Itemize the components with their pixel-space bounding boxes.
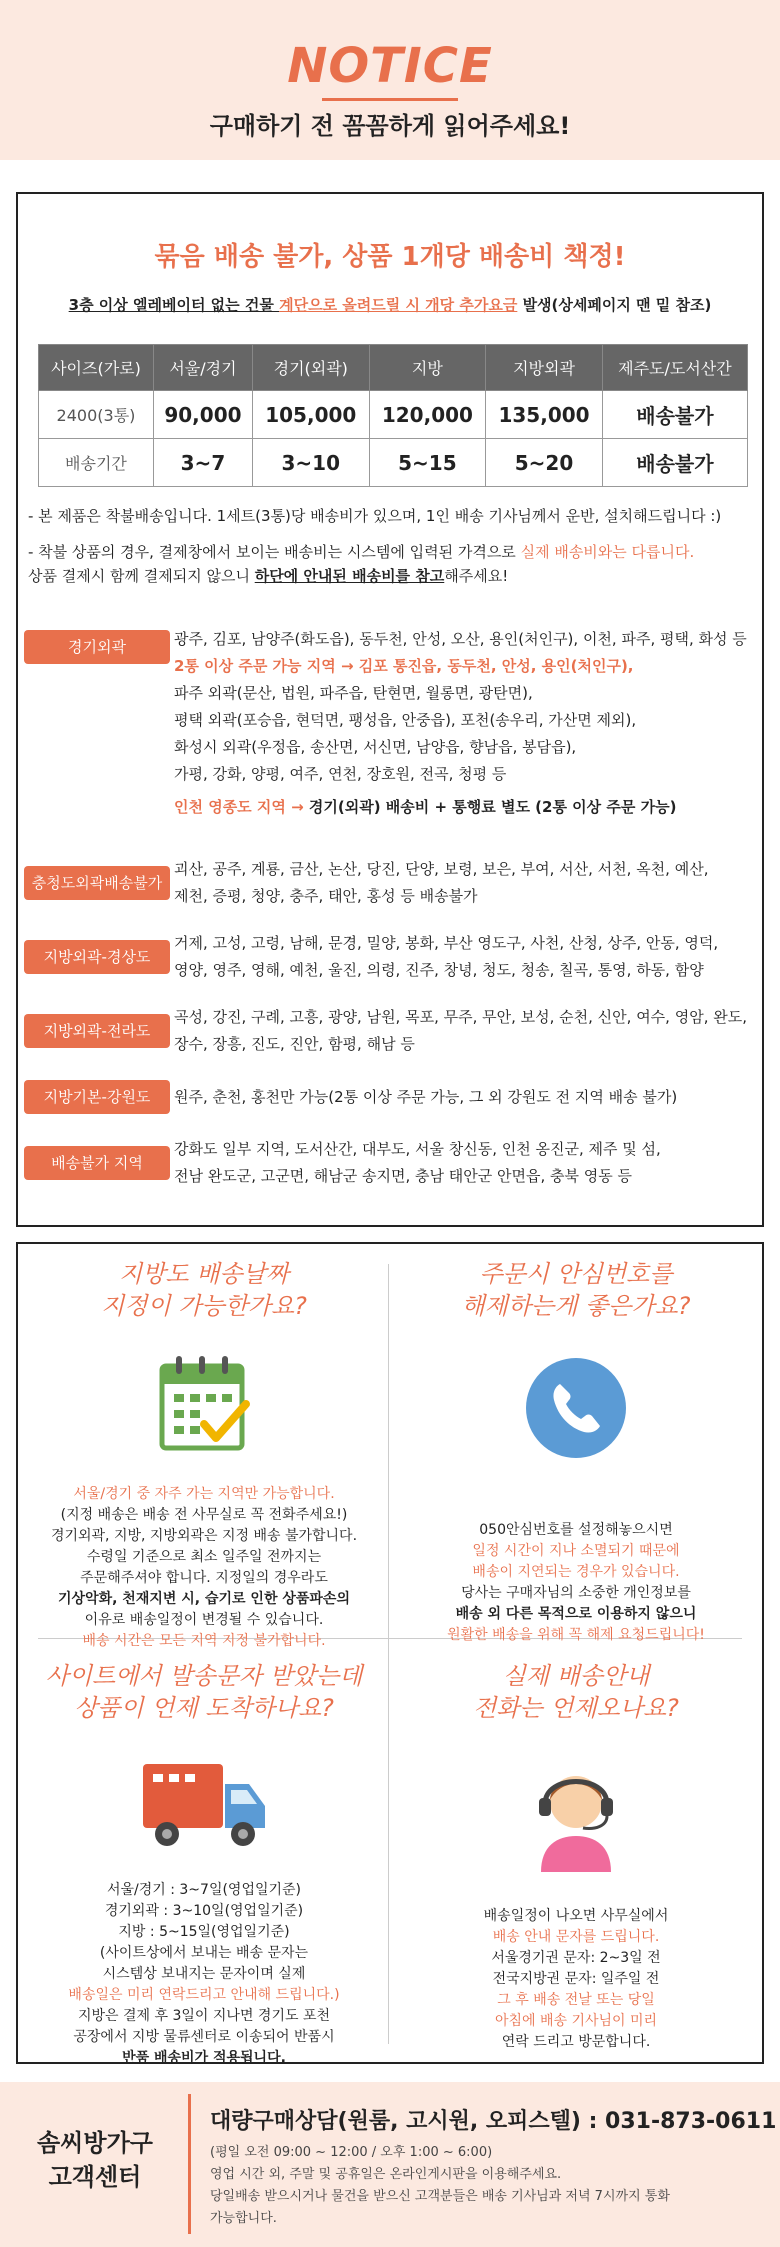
table-cell: 5~15 [369,439,486,487]
table-row [39,439,748,487]
table-cell: 3~10 [252,439,369,487]
faq-answer-line: 연락 드리고 방문합니다. [501,2034,651,2050]
faq-question [18,1660,390,1724]
stairs-notice-post: 발생(상세페이지 맨 밑 참조) [517,296,712,314]
table-cell: 배송불가 [602,391,747,439]
note-system-price-orange: 실제 배송비와는 다릅니다. [520,543,695,561]
region-line: 거제, 고성, 고령, 남해, 문경, 밀양, 봉화, 부산 영도구, 사천, 산청, 상주, 안동, 영덕, [174,934,719,952]
calendar-check-icon [154,1348,254,1458]
faq-answer-line: 원활한 배송을 위해 꼭 해제 요청드립니다! [447,1627,705,1643]
faq-answer-line: 경기외곽 : 3~10일(영업일기준) [104,1903,304,1919]
region-line: 괴산, 공주, 계룡, 금산, 논산, 당진, 단양, 보령, 보은, 부여, 서산, 서천, 옥천, 예산, [174,860,709,878]
faq-answer-line: 주문해주셔야 합니다. 지정일의 경우라도 [80,1570,328,1586]
faq-answer-line: 배송이 지연되는 경우가 있습니다. [472,1564,680,1580]
region-label: 지방외곽-전라도 [24,1014,170,1048]
region-line: 평택 외곽(포승읍, 현덕면, 팽성읍, 안중읍), 포천(송우리, 가산면 제외), [174,711,637,729]
faq-answer-line: (사이트상에서 보내는 배송 문자는 [99,1945,309,1961]
table-cell: 3~7 [153,439,252,487]
table-cell: 135,000 [486,391,603,439]
faq-answer-line: 당사는 구매자님의 소중한 개인정보를 [461,1585,691,1601]
region-line: 장수, 장흥, 진도, 진안, 함평, 해남 등 [174,1035,415,1053]
faq-answer-line: 경기외곽, 지방, 지방외곽은 지정 배송 불가합니다. [50,1528,358,1544]
faq-answer-line: 배송일정이 나오면 사무실에서 [483,1908,669,1924]
faq-item-delivery-call [390,1660,762,2053]
notice-subtitle: 구매하기 전 꼼꼼하게 읽어주세요! [209,112,571,140]
region-line: 영양, 영주, 영해, 예천, 울진, 의령, 진주, 창녕, 청도, 청송, 칠곡, 통영, 하동, 함양 [174,961,704,979]
bulk-order-contact: 대량구매상담(원룸, 고시원, 오피스텔) : 031-873-0611 [210,2109,777,2134]
region-text [174,856,760,910]
footer-line: 당일배송 받으시거나 물건을 받으신 고객분들은 배송 기사님과 저녁 7시까지 통화 [210,2189,670,2204]
region-line: 2통 이상 주문 가능 지역 → 김포 통진읍, 동두천, 안성, 용인(처인구), [174,657,634,675]
note-refer-underline: 하단에 안내된 배송비를 참고 [254,567,445,585]
faq-answer-line: 배송 외 다른 목적으로 이용하지 않으니 [455,1606,697,1622]
region-text [174,1136,760,1190]
table-cell: 90,000 [153,391,252,439]
table-header: 지방외곽 [486,345,603,391]
faq-answer-line: 배송 안내 문자를 드립니다. [492,1929,660,1945]
region-label: 충청도외곽배송불가 [24,866,170,900]
region-line: 곡성, 강진, 구례, 고흥, 광양, 남원, 목포, 무주, 무안, 보성, 순천, 신안, 여수, 영암, 완도, [174,1008,747,1026]
region-line: 제천, 증평, 청양, 충주, 태안, 홍성 등 배송불가 [174,887,478,905]
region-line: 전남 완도군, 고군면, 해남군 송지면, 충남 태안군 안면읍, 충북 영동 등 [174,1167,632,1185]
faq-box [16,1242,764,2064]
shipping-fee-table [38,344,748,487]
region-label: 경기외곽 [24,630,170,664]
note-refer-below [28,564,758,588]
faq-answer-line: 전국지방권 문자: 일주일 전 [492,1971,660,1987]
footer-line: 영업 시간 외, 주말 및 공휴일은 온라인게시판을 이용해주세요. [210,2167,562,2182]
faq-question-line: 상품이 언제 도착하나요? [74,1694,334,1722]
faq-answer-line: 서울/경기 중 자주 가는 지역만 가능합니다. [73,1486,335,1502]
brand-name: 솜씨방가구 [37,2129,153,2157]
table-cell: 105,000 [252,391,369,439]
business-hours: (평일 오전 09:00 ~ 12:00 / 오후 1:00 ~ 6:00) [210,2145,493,2160]
customer-center-name [20,2126,170,2194]
faq-answer-line: 서울경기권 문자: 2~3일 전 [491,1950,661,1966]
faq-answer [390,1906,762,2053]
incheon-label: 인천 영종도 지역 → [174,798,304,816]
faq-answer-line: 배송 시간은 모든 지역 지정 불가합니다. [82,1633,326,1649]
faq-answer [18,1484,390,1652]
note-refer-pre: 상품 결제시 함께 결제되지 않으니 [28,567,255,585]
faq-question-line: 사이트에서 발송문자 받았는데 [45,1662,363,1690]
region-line: 화성시 외곽(우정읍, 송산면, 서신면, 남양읍, 향남읍, 봉담읍), [174,738,577,756]
region-label: 지방기본-강원도 [24,1080,170,1114]
faq-answer-line: 반품 배송비가 적용됩니다. [122,2050,286,2066]
footer-line: 가능합니다. [210,2211,277,2226]
table-cell: 120,000 [369,391,486,439]
notice-header [0,0,780,160]
faq-question-line: 주문시 안심번호를 [479,1260,673,1288]
table-header: 사이즈(가로) [39,345,154,391]
region-line [174,794,760,821]
faq-item-safe-number [390,1258,762,1646]
faq-answer-line: 지방 : 5~15일(영업일기준) [118,1924,290,1940]
table-header-row [39,345,748,391]
faq-question-line: 실제 배송안내 [502,1662,650,1690]
shipping-title: 묶음 배송 불가, 상품 1개당 배송비 책정! [154,242,626,272]
region-text [174,1004,760,1058]
note-system-price-pre: - 착불 상품의 경우, 결제창에서 보이는 배송비는 시스템에 입력된 가격으로 [28,543,521,561]
stairs-notice [18,294,762,315]
headset-agent-icon [521,1754,631,1872]
faq-answer-line: 아침에 배송 기사님이 미리 [494,2013,658,2029]
region-label: 지방외곽-경상도 [24,940,170,974]
faq-question [390,1660,762,1724]
stairs-notice-pre: 3층 이상 엘레베이터 없는 건물 [68,296,280,314]
faq-answer-line: 서울/경기 : 3~7일(영업일기준) [106,1882,302,1898]
region-line: 강화도 일부 지역, 도서산간, 대부도, 서울 창신동, 인천 옹진군, 제주 및 섬, [174,1140,661,1158]
faq-answer-line: 수령일 기준으로 최소 일주일 전까지는 [86,1549,322,1565]
faq-question [390,1258,762,1322]
shipping-info-box [16,192,764,1227]
notice-title: NOTICE [0,38,780,94]
faq-question-line: 전화는 언제오나요? [473,1694,679,1722]
note-refer-post: 해주세요! [444,567,509,585]
faq-question [18,1258,390,1322]
table-cell: 배송기간 [39,439,154,487]
table-cell: 2400(3통) [39,391,154,439]
faq-answer-line: 지방은 결제 후 3일이 지나면 경기도 포천 [78,2008,330,2024]
faq-answer-line: 이유로 배송일정이 변경될 수 있습니다. [84,1612,324,1628]
customer-center-footer [0,2082,780,2247]
faq-answer-line: (지정 배송은 배송 전 사무실로 꼭 전화주세요!) [60,1507,348,1523]
faq-question-line: 지정이 가능한가요? [101,1292,307,1320]
faq-answer-line: 배송일은 미리 연락드리고 안내해 드립니다.) [68,1987,340,2003]
phone-icon [524,1356,628,1460]
table-header: 제주도/도서산간 [602,345,747,391]
table-header: 경기(외곽) [252,345,369,391]
table-header: 서울/경기 [153,345,252,391]
faq-item-arrival [18,1660,390,2069]
faq-question-line: 해제하는게 좋은가요? [461,1292,691,1320]
region-text [174,1084,760,1111]
faq-answer-line: 기상악화, 천재지변 시, 습기로 인한 상품파손의 [58,1591,350,1607]
region-text [174,626,760,821]
faq-answer-line: 그 후 배송 전날 또는 당일 [497,1992,655,2008]
region-line: 가평, 강화, 양평, 여주, 연천, 장호원, 전곡, 청평 등 [174,765,507,783]
incheon-detail: 경기(외곽) 배송비 + 통행료 별도 (2통 이상 주문 가능) [308,798,677,816]
faq-question-line: 지방도 배송날짜 [119,1260,289,1288]
faq-answer-line: 일정 시간이 지나 소멸되기 때문에 [472,1543,680,1559]
faq-item-date [18,1258,390,1652]
region-line: 파주 외곽(문산, 법원, 파주읍, 탄현면, 월롱면, 광탄면), [174,684,533,702]
faq-answer-line: 시스템상 보내지는 문자이며 실제 [102,1966,306,1982]
table-row [39,391,748,439]
region-label: 배송불가 지역 [24,1146,170,1180]
region-line: 광주, 김포, 남양주(화도읍), 동두천, 안성, 오산, 용인(처인구), 이천, 파주, 평택, 화성 등 [174,630,747,648]
faq-answer-line: 공장에서 지방 물류센터로 이송되어 반품시 [73,2029,335,2045]
truck-icon [139,1754,269,1854]
center-label: 고객센터 [48,2163,142,2191]
stairs-notice-orange: 계단으로 올려드릴 시 개당 추가요금 [279,296,518,314]
footer-divider [188,2094,191,2234]
faq-answer [390,1520,762,1646]
table-cell: 배송불가 [602,439,747,487]
table-cell: 5~20 [486,439,603,487]
table-header: 지방 [369,345,486,391]
faq-answer-line: 050안심번호를 설정해놓으시면 [479,1522,673,1538]
region-text [174,930,760,984]
faq-answer [18,1880,390,2069]
note-system-price [28,540,758,564]
note-cod: - 본 제품은 착불배송입니다. 1세트(3통)당 배송비가 있으며, 1인 배송 기사님께서 운반, 설치해드립니다 :) [28,507,722,525]
region-line: 원주, 춘천, 홍천만 가능(2통 이상 주문 가능, 그 외 강원도 전 지역 배송 불가) [174,1088,678,1106]
